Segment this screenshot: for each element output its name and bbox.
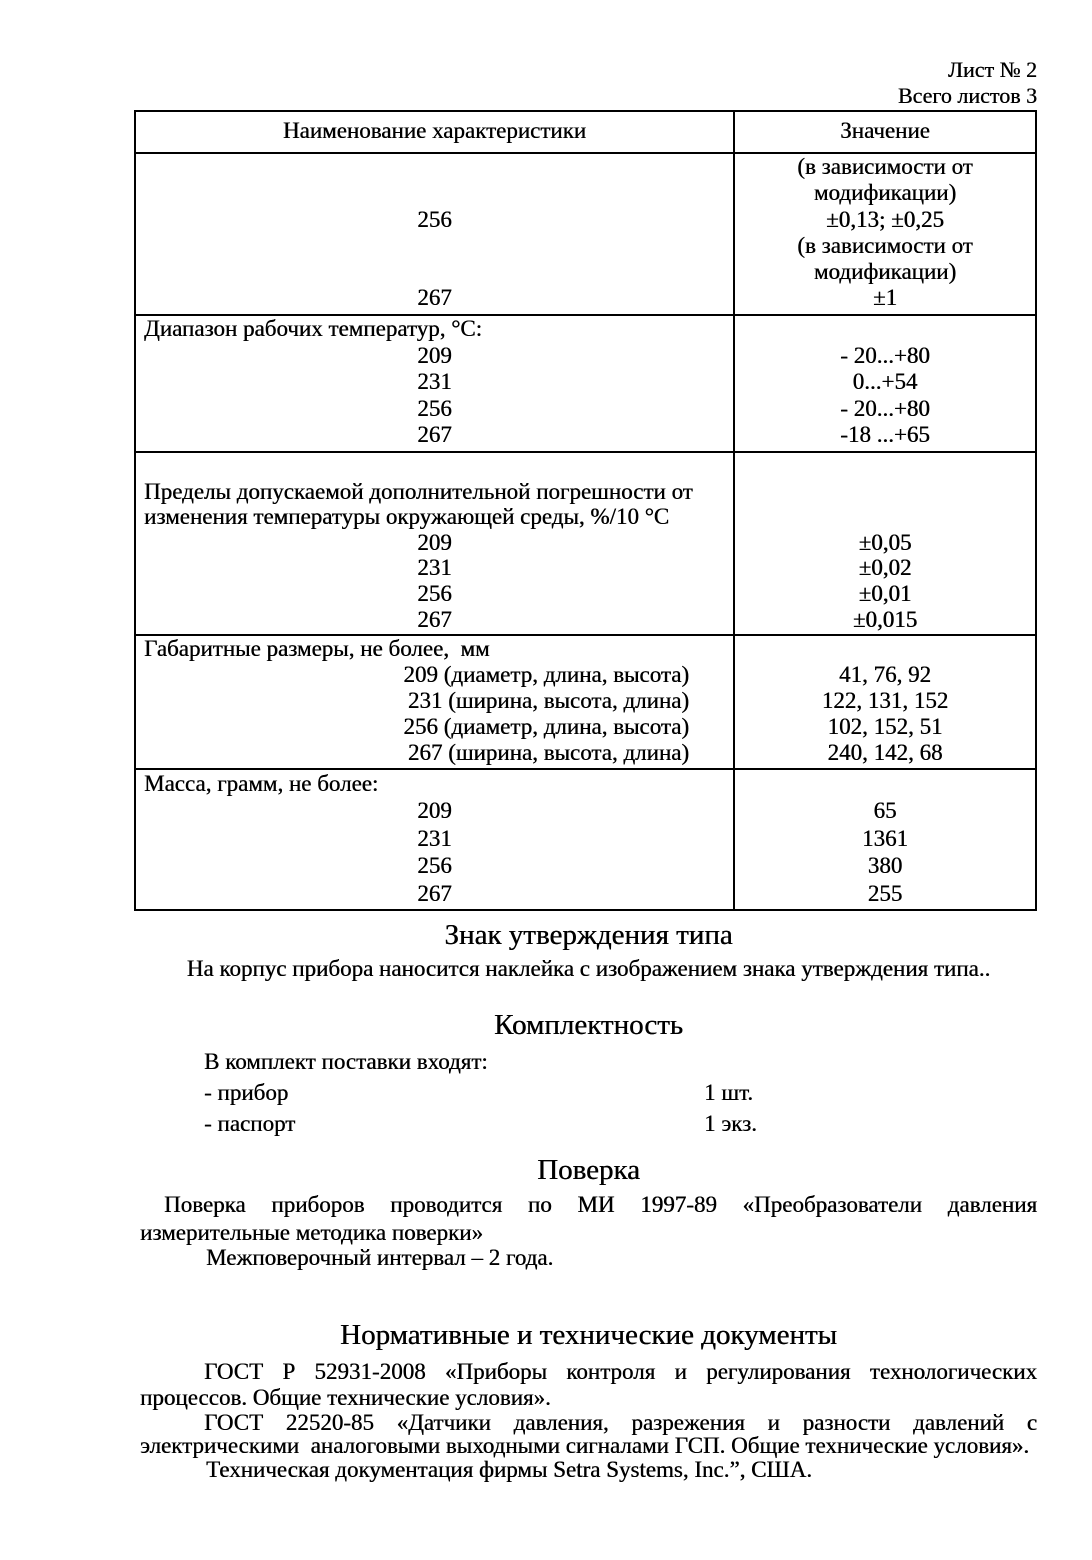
cell-line: ±0,05 [858, 529, 912, 555]
paragraph-line: ГОСТ 22520-85 «Датчики давления, разрежения и разности давлений с [204, 1410, 1037, 1435]
verification-section-title: Поверка [537, 1154, 640, 1186]
cell-line: 0...+54 [852, 369, 918, 395]
cell-line [136, 180, 733, 206]
cell-line: 380 [867, 853, 903, 879]
cell-line: ±1 [872, 285, 898, 311]
cell-line: 267 [417, 606, 452, 632]
table-row-dimensions [136, 634, 1035, 768]
row4-value-cell [735, 636, 1035, 768]
cell-line: 267 [417, 880, 452, 906]
row3-name-cell [136, 453, 735, 634]
total-sheets: Всего листов 3 [897, 83, 1037, 108]
table-header-row [136, 112, 1035, 152]
cell-line: 231 [417, 555, 452, 581]
cell-line: (в зависимости от [797, 232, 973, 258]
cell-line: модификации) [813, 259, 957, 285]
cell-line: Масса, грамм, не более: [144, 771, 379, 796]
table-row-additional-error [136, 451, 1035, 634]
row1-value-cell [735, 154, 1035, 314]
cell-line: ±0,015 [852, 606, 918, 632]
row1-name-cell [136, 154, 735, 314]
table-row-accuracy [136, 152, 1035, 314]
cell-line: 256 [417, 853, 452, 879]
header-name-cell: Наименование характеристики [136, 112, 735, 152]
cell-line: 256 [417, 395, 452, 421]
paragraph-line: процессов. Общие технические условия». [140, 1385, 551, 1410]
cell-line: 209 (диаметр, длина, высота) [403, 662, 689, 687]
cell-line [136, 453, 733, 479]
documents-section-title: Нормативные и технические документы [340, 1319, 837, 1351]
cell-line [735, 479, 1035, 505]
paragraph-line: электрическими аналоговыми выходными сигналами ГСП. Общие технические условия». [140, 1433, 1030, 1458]
paragraph-line: ГОСТ Р 52931-2008 «Приборы контроля и регулирования технологических [204, 1359, 1037, 1384]
cell-line: 267 [417, 285, 452, 311]
cell-line [735, 504, 1035, 530]
cell-line: - 20...+80 [840, 342, 930, 368]
header-value-cell: Значение [840, 118, 930, 143]
paragraph-line: измерительные методика поверки» [140, 1220, 483, 1245]
cell-line: 1361 [862, 825, 908, 851]
table-row-mass [136, 768, 1035, 909]
cell-line: изменения температуры окружающей среды, %/10 °С [144, 504, 670, 530]
cell-line: 65 [873, 798, 897, 824]
cell-line: ±0,13; ±0,25 [826, 206, 944, 232]
cell-line [136, 154, 733, 180]
cell-line: Диапазон рабочих температур, °С: [144, 316, 482, 341]
row2-value-cell [735, 316, 1035, 451]
cell-line: 41, 76, 92 [839, 662, 931, 687]
paragraph-line: Межповерочный интервал – 2 года. [206, 1245, 554, 1270]
row5-value-cell [735, 770, 1035, 909]
completeness-section-title: Комплектность [494, 1009, 683, 1041]
item-quantity: 1 шт. [704, 1080, 754, 1105]
cell-line: (в зависимости от [797, 154, 973, 179]
row5-name-cell [136, 770, 735, 909]
cell-line: 231 [417, 825, 452, 851]
row2-name-cell [136, 316, 735, 451]
cell-line: 231 (ширина, высота, длина) [407, 688, 689, 713]
approval-section-title: Знак утверждения типа [444, 919, 733, 951]
cell-line: 231 [417, 369, 452, 395]
cell-line [136, 233, 733, 259]
item-name: - паспорт [204, 1111, 296, 1136]
sheet-number: Лист № 2 [947, 57, 1037, 82]
cell-line: ±0,02 [858, 555, 912, 581]
cell-line: 256 [417, 580, 452, 606]
cell-line: 209 [417, 529, 452, 555]
paragraph-line: Техническая документация фирмы Setra Systems, Inc.”, США. [206, 1457, 812, 1482]
cell-line: модификации) [813, 180, 957, 206]
row4-name-cell [136, 636, 735, 768]
sheet-info [898, 57, 1037, 109]
cell-line [136, 259, 733, 285]
cell-line: ±0,01 [858, 580, 912, 606]
cell-line: 267 (ширина, высота, длина) [407, 740, 689, 765]
cell-line: 102, 152, 51 [827, 714, 943, 739]
cell-line [735, 636, 1035, 662]
cell-line: 255 [867, 880, 903, 906]
cell-line: 122, 131, 152 [821, 688, 949, 713]
cell-line: 256 [417, 206, 452, 232]
cell-line [735, 316, 1035, 343]
cell-line: Пределы допускаемой дополнительной погрешности от [144, 478, 693, 504]
cell-line [735, 453, 1035, 479]
item-quantity: 1 экз. [704, 1111, 757, 1136]
completeness-intro: В комплект поставки входят: [204, 1049, 488, 1074]
cell-line: 209 [417, 342, 452, 368]
row3-value-cell [735, 453, 1035, 634]
cell-line: -18 ...+65 [840, 422, 930, 448]
paragraph-line: Поверка приборов проводится по МИ 1997-89 «Преобразователи давления [164, 1192, 1037, 1217]
cell-line: Габаритные размеры, не более, мм [144, 636, 490, 661]
approval-section-text: На корпус прибора наносится наклейка с изображением знака утверждения типа.. [186, 956, 991, 981]
cell-line: 256 (диаметр, длина, высота) [403, 714, 689, 739]
cell-line: 267 [417, 422, 452, 448]
characteristics-table [134, 110, 1037, 911]
item-name: - прибор [204, 1080, 289, 1105]
table-row-temperature-range [136, 314, 1035, 451]
cell-line [735, 770, 1035, 797]
cell-line: 240, 142, 68 [827, 740, 943, 765]
cell-line: - 20...+80 [840, 395, 930, 421]
cell-line: 209 [417, 798, 452, 824]
